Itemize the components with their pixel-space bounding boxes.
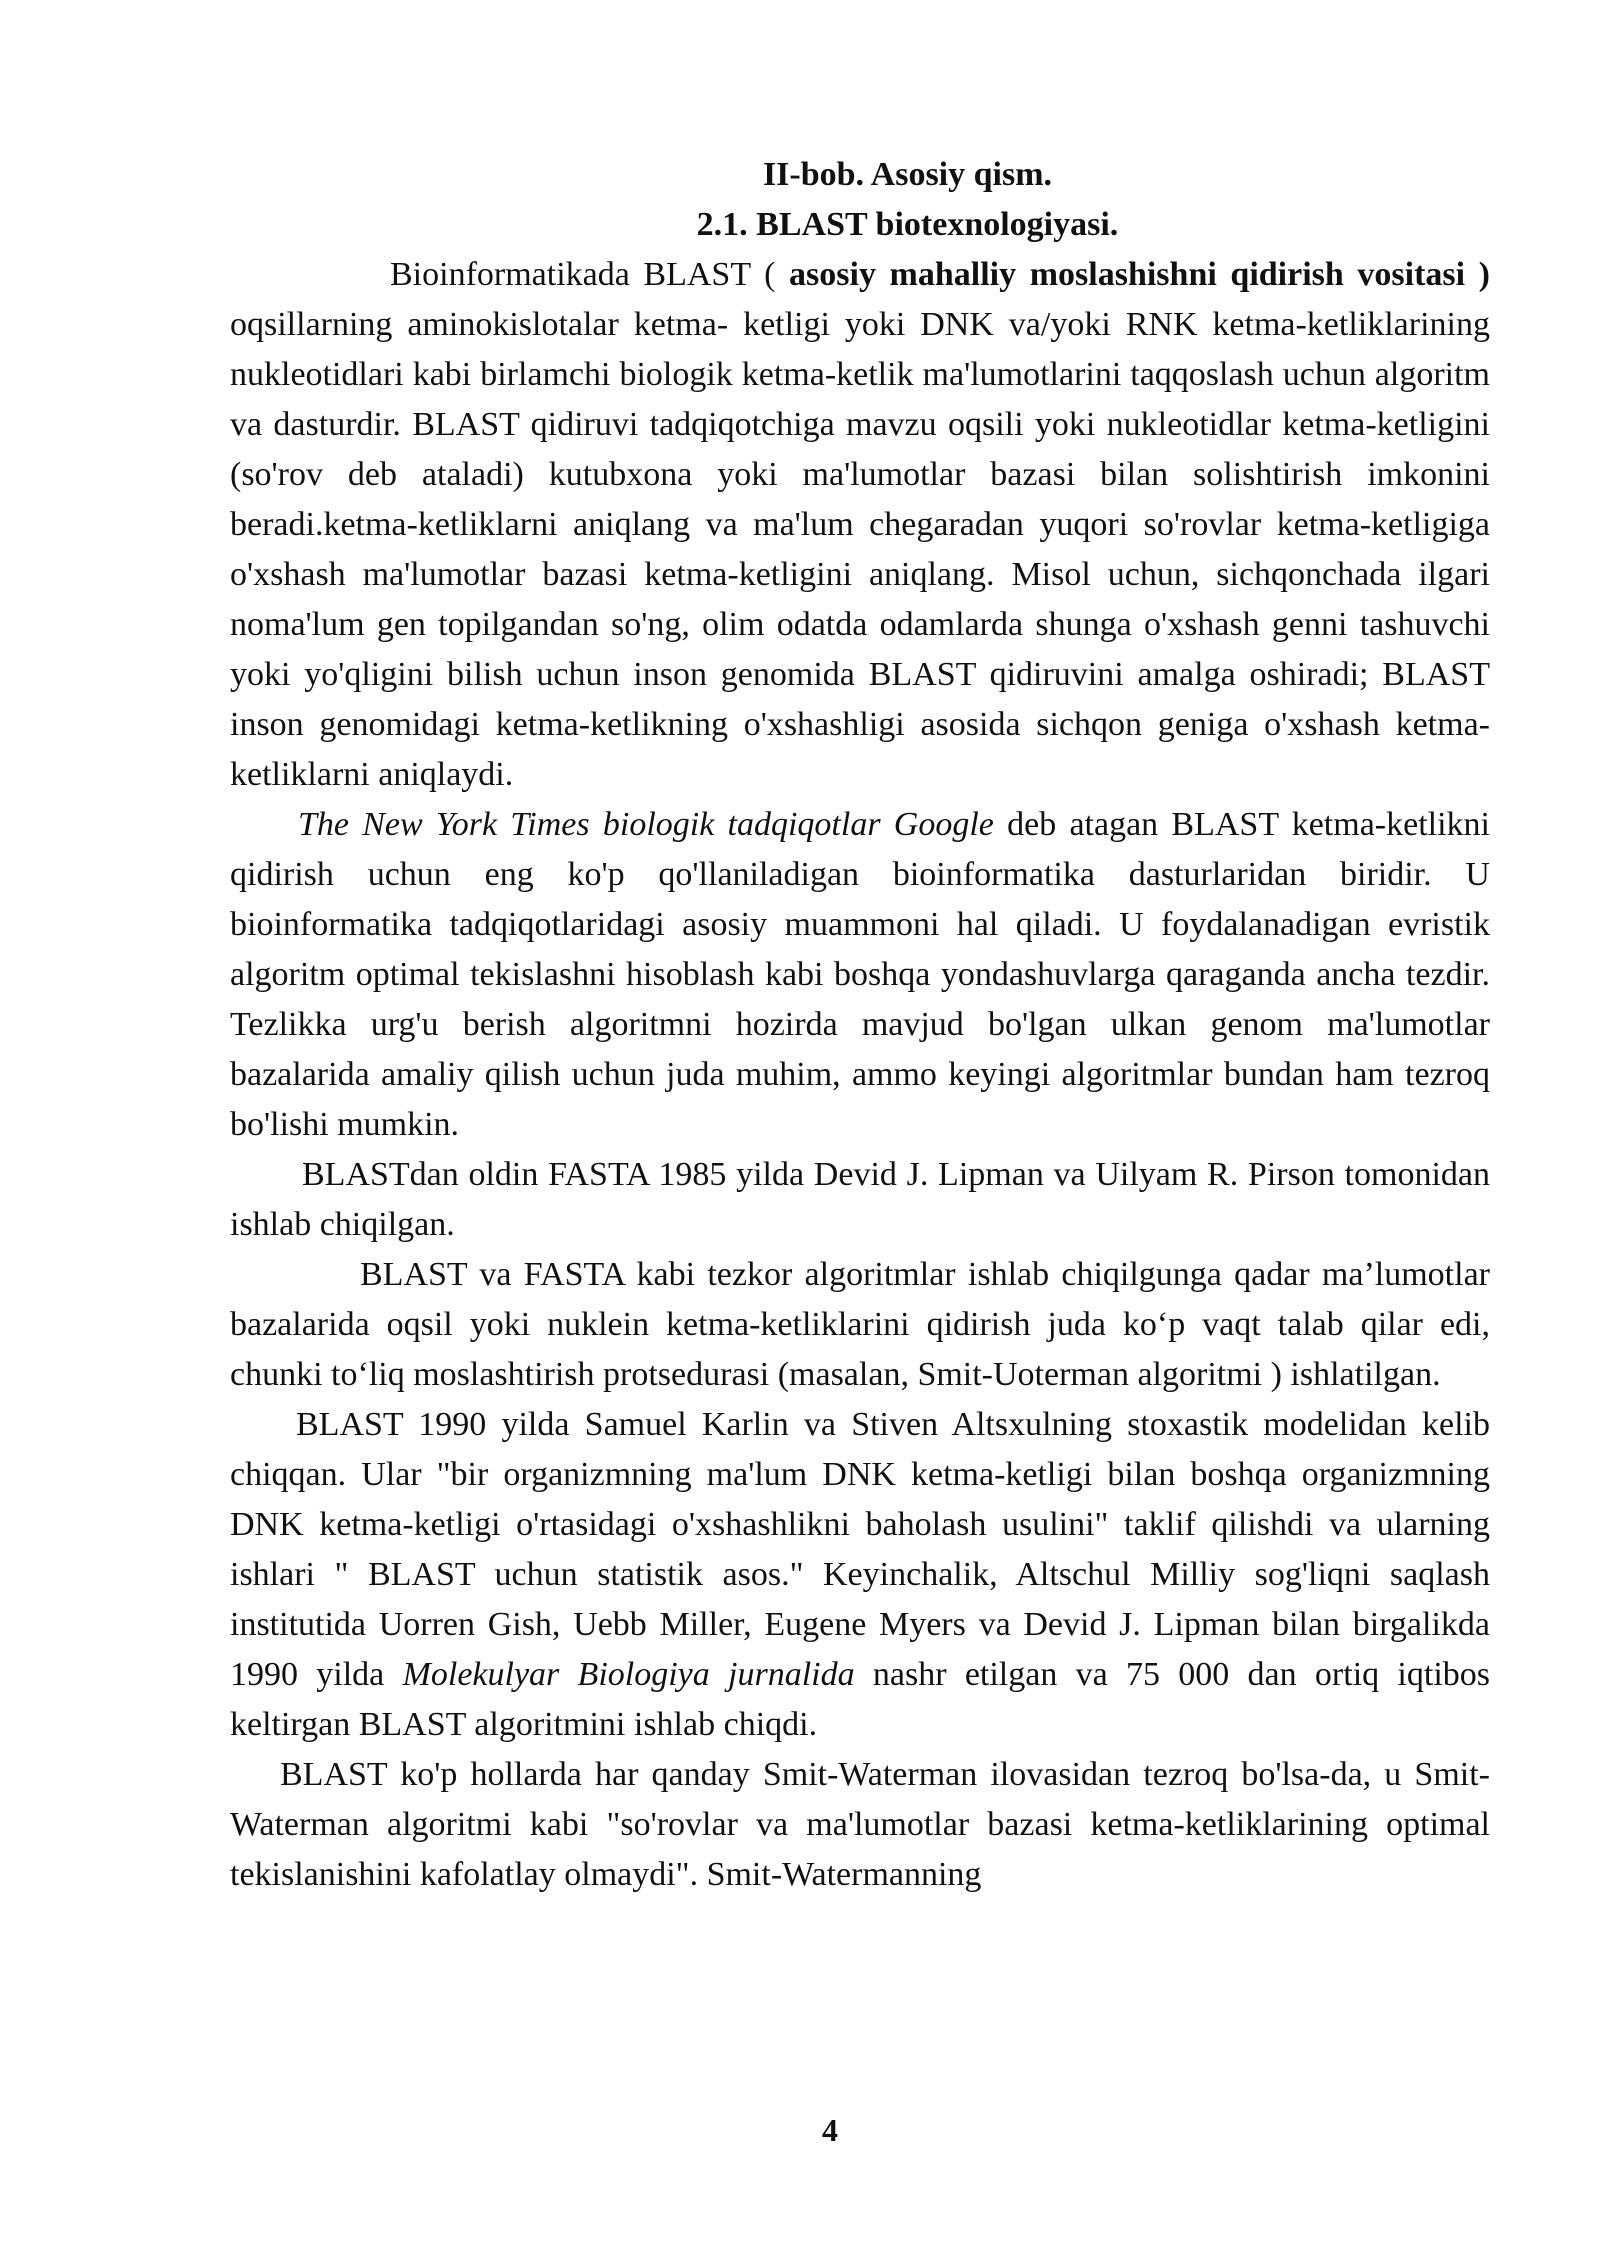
page-number: 4 [822, 2112, 838, 2148]
paragraph-6 [230, 1750, 1490, 1900]
paragraph-1-lead: Bioinformatikada BLAST ( [390, 256, 790, 293]
paragraph-3 [230, 1150, 1490, 1250]
paragraph-5 [230, 1400, 1490, 1750]
paragraph-4 [230, 1250, 1490, 1400]
section-title: 2.1. BLAST biotexnologiyasi. [696, 206, 1119, 243]
paragraph-5-tail: nashr etilgan va 75 000 dan ortiq iqtibos keltirgan BLAST algoritmini ishlab chiqdi. [230, 1656, 1490, 1743]
paragraph-2 [230, 800, 1490, 1150]
paragraph-2-text: deb atagan BLAST ketma-ketlikni qidirish uchun eng ko'p qo'llaniladigan bioinformatika dasturlaridan biridir. U bioinformatika tadqiqotlaridagi asosiy muammoni hal qiladi. U foydalanadigan evristik algoritm optimal tekislashni hisoblash kabi boshqa yondashuvlarga qaraganda ancha tezdir. Tezlikka urg'u berish algoritmni hozirda mavjud bo'lgan ulkan genom ma'lumotlar bazalarida amaliy qilish uchun juda muhim, ammo keyingi algoritmlar bundan ham tezroq bo'lishi mumkin. [230, 806, 1490, 1143]
paragraph-2-italic: The New York Times biologik tadqiqotlar Google [298, 806, 994, 843]
paragraph-5-italic: Molekulyar Biologiya jurnalida [402, 1656, 855, 1693]
chapter-title: II-bob. Asosiy qism. [762, 156, 1053, 193]
paragraph-1 [230, 250, 1490, 800]
paragraph-6-text: BLAST ko'p hollarda har qanday Smit-Waterman ilovasidan tezroq bo'lsa-da, u Smit-Waterman algoritmi kabi "so'rovlar va ma'lumotlar bazasi ketma-ketliklarining optimal tekislanishini kafolatlay olmaydi". Smit-Watermanning [230, 1756, 1490, 1893]
page-content [230, 150, 1490, 1900]
paragraph-4-text: BLAST va FASTA kabi tezkor algoritmlar ishlab chiqilgunga qadar ma’lumotlar bazalarida oqsil yoki nuklein ketma-ketliklarini qidirish juda ko‘p vaqt talab qilar edi, chunki to‘liq moslashtirish protsedurasi (masalan, Smit-Uoterman algoritmi ) ishlatilgan. [230, 1256, 1490, 1393]
paragraph-1-bold: asosiy mahalliy moslashishni qidirish vositasi ) [789, 256, 1490, 293]
paragraph-5-text: BLAST 1990 yilda Samuel Karlin va Stiven Altsxulning stoxastik modelidan kelib chiqqan. Ular "bir organizmning ma'lum DNK ketma-ketligi bilan boshqa organizmning DNK ketma-ketligi o'rtasidagi o'xshashlikni baholash usulini" taklif qilishdi va ularning ishlari " BLAST uchun statistik asos." Keyinchalik, Altschul Milliy sog'liqni saqlash institutida Uorren Gish, Uebb Miller, Eugene Myers va Devid J. Lipman bilan birgalikda 1990 yilda [230, 1406, 1490, 1693]
paragraph-1-text: oqsillarning aminokislotalar ketma- ketligi yoki DNK va/yoki RNK ketma-ketliklarining nukleotidlari kabi birlamchi biologik ketma-ketlik ma'lumotlarini taqqoslash uchun algoritm va dasturdir. BLAST qidiruvi tadqiqotchiga mavzu oqsili yoki nukleotidlar ketma-ketligini (so'rov deb ataladi) kutubxona yoki ma'lumotlar bazasi bilan solishtirish imkonini beradi.ketma-ketliklarni aniqlang va ma'lum chegaradan yuqori so'rovlar ketma-ketligiga o'xshash ma'lumotlar bazasi ketma-ketligini aniqlang. Misol uchun, sichqonchada ilgari noma'lum gen topilgandan so'ng, olim odatda odamlarda shunga o'xshash genni tashuvchi yoki yo'qligini bilish uchun inson genomida BLAST qidiruvini amalga oshiradi; BLAST inson genomidagi ketma-ketlikning o'xshashligi asosida sichqon geniga o'xshash ketma-ketliklarni aniqlaydi. [230, 306, 1490, 793]
paragraph-3-text: BLASTdan oldin FASTA 1985 yilda Devid J. Lipman va Uilyam R. Pirson tomonidan ishlab chiqilgan. [230, 1156, 1490, 1243]
